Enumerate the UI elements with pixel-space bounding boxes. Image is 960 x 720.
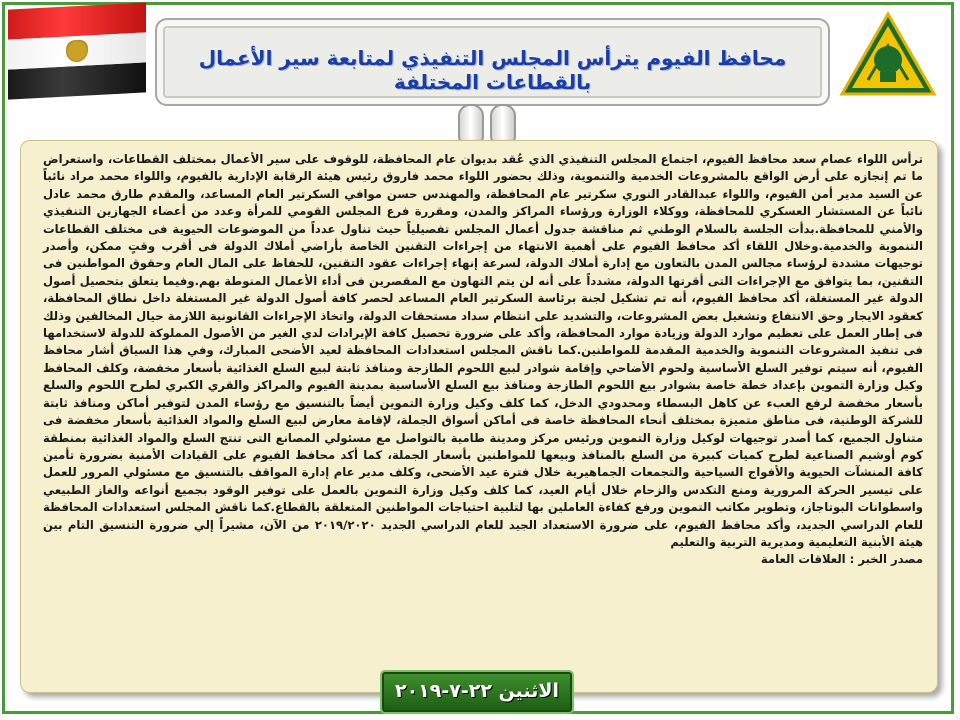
news-source: مصدر الخبر : العلاقات العامة — [760, 552, 923, 567]
news-body-panel — [20, 140, 938, 693]
egypt-flag-icon — [8, 2, 146, 99]
eagle-icon — [66, 39, 88, 62]
news-body — [43, 151, 923, 569]
date-plate — [382, 672, 572, 712]
title-banner — [155, 18, 830, 106]
news-paragraph: ترأس اللواء عصام سعد محافظ الفيوم، اجتماع المجلس التنفيذي الذي عُقد بديوان عام المحافظة، للوقوف على سير الأعمال بمختلف القطاعات، واستعراض ما تم إنجازه على أرض الواقع بالمشروعات الخدمية والتنموية، وذلك بحضور اللواء محمد فاروق رئيس هيئة الرقابة الإدارية بالفيوم، واللواء محمد مراد نائباً عن السيد مدير أمن الفيوم، واللواء عبدالقادر النوري سكرتير عام المحافظة، والمهندس حسن موافي السكرتير العام المساعد، والمقدم طارق محمد عادل نائباً عن المستشار العسكري للمحافظة، ووكلاء الوزارة ورؤساء المراكز والمدن، ومقررة فرع المجلس القومي للمرأة وعدد من أعضاء الجهازين التنفيذي والأمني للمحافظة.بدأت الجلسة بالسلام الوطني ثم مناقشة جدول أعمال المجلس تفصيلياً حيث تناول عدداً من الموضوعات الحيوية فى مختلف القطاعات التنموية والخدمية.وخلال اللقاء أكد محافظ الفيوم على أهمية الانتهاء من إجراءات التقنين الخاصة بأراضي أملاك الدولة فى أقرب وقتٍ ممكن، وأصدر توجيهات مشددة لرؤساء مجالس المدن بالتعاون مع إدارة أملاك الدولة، لسرعة إنهاء إجراءات عقود التقنين، للحفاظ على المال العام وحقوق المواطنين فى التقنين، بما يتوافق مع الإجراءات التى أقرتها الدولة، مشدداً على أنه لن يتم التهاون مع المقصرين فى أداء الأعمال المنوطة بهم.وفيما يتعلق بتحصيل أصول الدولة غير المستغلة، أكد محافظ الفيوم، أنه تم تشكيل لجنة برئاسة السكرتير العام المساعد لحصر كافة أصول الدولة غير المستغلة داخل نطاق المحافظة، كعقود الايجار وحق الانتفاع وتشغيل بعض المشروعات، والتشديد على انتظام سداد مستحقات الدولة، واتخاذ الإجراءات القانونية اللازمة حيال المخالفين وذلك فى إطار العمل على تعظيم موارد الدولة وزيادة موارد المحافظة، وأكد على ضرورة تحصيل كافة الإيرادات لدي الغير من الأصول المملوكة للدولة لاستخدامها فى تنفيذ المشروعات التنموية والخدمية المقدمة للمواطنين.كما ناقش المجلس استعدادات المحافظة لعيد الأضحى المبارك، وفي هذا السياق أشار محافظ الفيوم، أنه سيتم توفير السلع الأساسية ولحوم الأضاحي وإقامة شوادر لبيع اللحوم الطازجة ومنافذ ثابتة لبيع السلع الغذائية بأسعار مخفضة، وكلف المحافظ وكيل وزارة التموين بإعداد خطة خاصة بشوادر بيع اللحوم الطازجة ومنافذ بيع السلع الأساسية بمدينة الفيوم والمراكز والقري الكبري لطرح اللحوم والسلع بأسعار مخفضة لرفع العبء عن كاهل البسطاء ومحدودي الدخل، كما كلف وكيل وزارة التموين أيضاً بالتنسيق مع رؤساء المدن لتوفير أماكن ومنافذ ثابتة للشركة الوطنية، فى مناطق متميزة بمختلف أنحاء المحافظة خاصة فى أماكن أسواق الجملة، لإقامة معارض لبيع السلع والمواد الغذائية بأسعار مخفضة فى متناول الجميع، كما أصدر توجيهات لوكيل وزارة التموين ورئيس مركز ومدينة طامية بالتواصل مع مسئولي المصانع التى تنتج السلع والمواد الغذائية بمنطقة كوم أوشيم الصناعية لطرح كميات كبيرة من السلع بالمنافذ وبيعها للمواطنين بأسعار الجملة، كما أكد محافظ الفيوم على القيادات الأمنية بضرورة تأمين كافة المنشآت الحيوية والأفواج السياحية والتجمعات الجماهيرية خلال فترة عيد الأضحى، وكلف مدير عام إدارة المواقف بالتنسيق مع مسئولي المرور للعمل على تيسير الحركة المرورية ومنع التكدس والزحام خلال أيام العيد، كما كلف وكيل وزارة التموين بالعمل على توفير الوقود بجميع أنواعه والغاز الطبيعي واسطوانات البوتاجاز، وتطوير مكاتب التموين ورفع كفاءة العاملين بها لتلبية احتياجات المواطنين المتعلقة بالقطاع.كما ناقش المجلس استعدادات المحافظة للعام الدراسي الجديد، وأكد محافظ الفيوم، على ضرورة الاستعداد الجيد للعام الدراسي الجديد ٢٠١٩/٢٠٢٠ من الآن، مشيراً إلي ضرورة التنسيق التام بين هيئة الأبنية التعليمية ومديرية التربية والتعليم — [43, 152, 923, 549]
news-date: الاثنين ٢٢-٧-٢٠١٩ — [394, 680, 559, 702]
fayoum-governorate-logo-icon — [838, 10, 938, 98]
page-title: محافظ الفيوم يترأس المجلس التنفيذي لمتابعة سير الأعمال بالقطاعات المختلفة — [198, 46, 787, 94]
